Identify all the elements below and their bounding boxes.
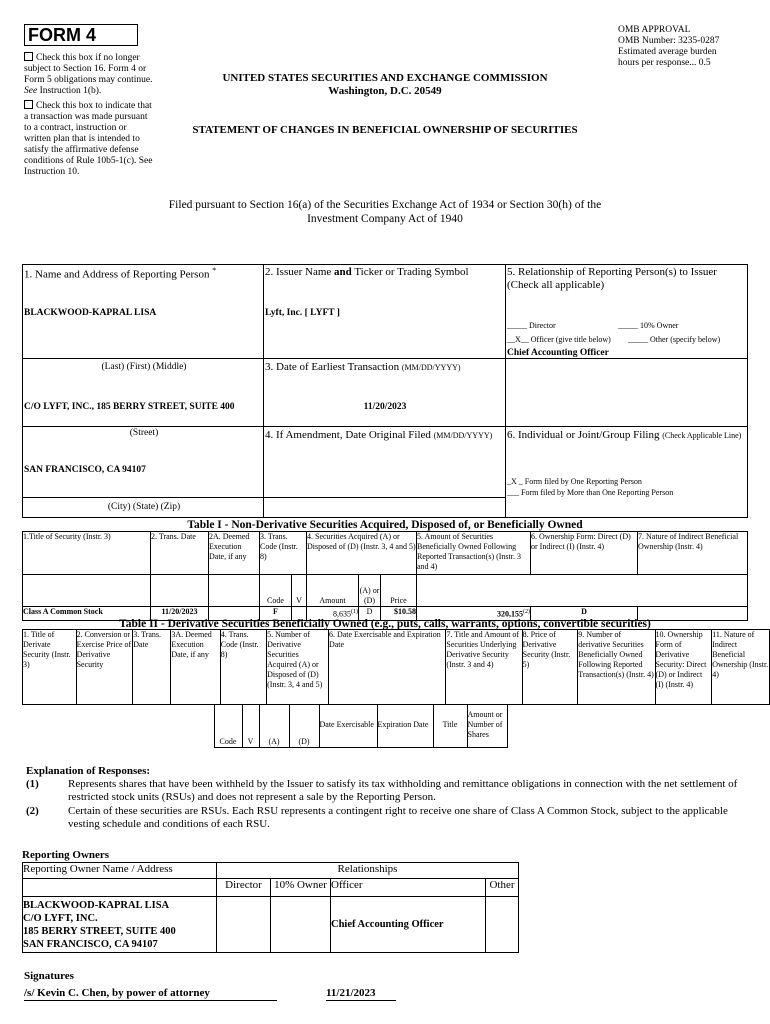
rel-officer[interactable]: __X__ Officer (give title below) xyxy=(507,335,611,344)
t1-sub-aord: (A) or (D) xyxy=(359,575,381,607)
box1-label xyxy=(24,266,216,282)
t2-sub-expiration: Expiration Date xyxy=(377,704,433,747)
statement-title: STATEMENT OF CHANGES IN BENEFICIAL OWNERSHIP OF SECURITIES xyxy=(192,124,578,136)
box3-label xyxy=(265,361,461,374)
t2-sub-title: Title xyxy=(433,704,467,747)
t2-sub-v: V xyxy=(242,704,259,747)
signature-name: /s/ Kevin C. Chen, by power of attorney xyxy=(24,987,277,1001)
box4-label-text: 4. If Amendment, Date Original Filed xyxy=(265,429,431,441)
rel-director[interactable]: _____ Director xyxy=(507,321,556,330)
table2 xyxy=(22,629,770,705)
grid-hline-f xyxy=(505,426,748,427)
table1-title: Table I - Non-Derivative Securities Acquired, Disposed of, or Beneficially Owned xyxy=(187,519,583,531)
t1-row-price: $10.58 xyxy=(381,607,417,621)
filing-more[interactable]: ___ Form filed by More than One Reporting Person xyxy=(507,488,674,497)
box2-label-a: 2. Issuer Name xyxy=(265,266,335,278)
table2-title: Table II - Derivative Securities Beneficially Owned (e.g., puts, calls, warrants, options, convertible securities) xyxy=(119,618,651,630)
table2-sub xyxy=(22,704,770,748)
grid-hline-a xyxy=(22,358,264,359)
earliest-date: 11/20/2023 xyxy=(363,402,407,412)
t2-sub-blank3 xyxy=(129,704,166,747)
t2-sub-blank5 xyxy=(507,704,770,747)
commission-name: UNITED STATES SECURITIES AND EXCHANGE COMMISSION xyxy=(222,72,548,84)
grid-divider-1 xyxy=(263,264,264,518)
omb-hours: hours per response... 0.5 xyxy=(618,58,711,68)
box4-label xyxy=(265,429,492,442)
box1-mark: * xyxy=(212,266,217,275)
owners-data-row xyxy=(23,897,519,953)
grid-hline-d xyxy=(263,358,505,359)
check-section16-block xyxy=(24,52,154,97)
t1-sub-blank3 xyxy=(209,575,260,607)
t1-h-date: 2. Trans. Date xyxy=(151,532,209,575)
filed-pursuant-line1: Filed pursuant to Section 16(a) of the Securities Exchange Act of 1934 or Section 30(h) of the xyxy=(168,199,602,211)
table1 xyxy=(22,531,748,575)
box2-label xyxy=(265,266,469,279)
t2-sub-amount: Amount or Number of Shares xyxy=(467,704,507,747)
t1-h-nature: 7. Nature of Indirect Beneficial Ownership (Instr. 4) xyxy=(638,532,748,575)
filed-pursuant-line2: Investment Company Act of 1940 xyxy=(307,213,463,225)
t2-h-form: 10. Ownership Form of Derivative Security: Direct (D) or Indirect (I) (Instr. 4) xyxy=(655,630,712,705)
t2-h-exercisable: 6. Date Exercisable and Expiration Date xyxy=(328,630,445,705)
owners-table xyxy=(22,862,519,953)
owners-header-row xyxy=(23,863,519,879)
t1-sub-blank1 xyxy=(23,575,151,607)
section16-see: See xyxy=(24,86,38,96)
t1-sub-blank2 xyxy=(151,575,209,607)
t2-sub-blank1 xyxy=(22,704,74,747)
t1-h-title: 1.Title of Security (Instr. 3) xyxy=(23,532,151,575)
commission-city: Washington, D.C. 20549 xyxy=(328,85,442,97)
t2-sub-code: Code xyxy=(214,704,242,747)
owners-col-other: Other xyxy=(486,879,519,897)
note-2-num: (2) xyxy=(26,805,39,817)
reporting-city: SAN FRANCISCO, CA 94107 xyxy=(24,465,146,475)
t1-sub-v: V xyxy=(292,575,307,607)
t1-h-form: 6. Ownership Form: Direct (D) or Indirect (I) (Instr. 4) xyxy=(531,532,638,575)
owner-addr1: C/O LYFT, INC. xyxy=(23,912,98,924)
grid-divider-2 xyxy=(505,264,506,518)
t1-row-aord: D xyxy=(359,607,381,621)
box1-label-text: 1. Name and Address of Reporting Person xyxy=(24,268,210,281)
owner-other xyxy=(486,897,519,953)
t2-sub-d: (D) xyxy=(289,704,319,747)
officer-title: Chief Accounting Officer xyxy=(507,348,609,358)
section16-text: Check this box if no longer subject to Section 16. Form 4 or Form 5 obligations may continue. xyxy=(24,53,153,85)
t1-h-acquired: 4. Securities Acquired (A) or Disposed of (D) (Instr. 3, 4 and 5) xyxy=(307,532,417,575)
omb-burden: Estimated average burden xyxy=(618,47,717,57)
t1-sub-blank5 xyxy=(531,575,638,607)
t1-row-amount-note: (1) xyxy=(351,609,358,615)
commission-heading xyxy=(170,72,600,98)
t2-h-code: 4. Trans. Code (Instr. 8) xyxy=(220,630,266,705)
omb-approval: OMB APPROVAL xyxy=(618,25,691,35)
t1-row-form: D xyxy=(531,607,638,621)
box3-label-text: 3. Date of Earliest Transaction xyxy=(265,361,400,373)
t2-sub-exercisable: Date Exercisable xyxy=(319,704,377,747)
t1-sub-blank6 xyxy=(638,575,748,607)
name-parts-label: (Last) (First) (Middle) xyxy=(101,362,187,372)
owner-addr2: 185 BERRY STREET, SUITE 400 xyxy=(23,925,176,937)
t2-h-title: 1. Title of Derivate Security (Instr. 3) xyxy=(23,630,77,705)
t2-h-underlying: 7. Title and Amount of Securities Underlying Derivative Security (Instr. 3 and 4) xyxy=(446,630,522,705)
explanation-heading: Explanation of Responses: xyxy=(26,765,151,777)
note-1 xyxy=(26,778,756,804)
note-1-num: (1) xyxy=(26,778,39,790)
box2-label-c: Ticker or Trading Symbol xyxy=(351,266,469,278)
rel-other[interactable]: _____ Other (specify below) xyxy=(628,335,721,344)
form-title: FORM 4 xyxy=(24,24,138,46)
city-label: (City) (State) (Zip) xyxy=(107,502,181,512)
filing-one[interactable]: _X _ Form filed by One Reporting Person xyxy=(507,477,642,486)
box5-label: 5. Relationship of Reporting Person(s) to Issuer (Check all applicable) xyxy=(507,266,717,291)
section16-checkbox[interactable] xyxy=(24,52,33,61)
t1-h-amount: 5. Amount of Securities Beneficially Owned Following Reported Transaction(s) (Instr. 3 and 4) xyxy=(417,532,531,575)
grid-hline-c xyxy=(22,497,506,498)
note-1-text: Represents shares that have been withheld by the Issuer to satisfy its tax withholding and remittance obligations in connection with the net settlement of restricted stock units (RSUs) and does not represent a sale by the Reporting Person. xyxy=(68,778,738,803)
owner-officer: Chief Accounting Officer xyxy=(331,897,486,953)
box6-label-text: 6. Individual or Joint/Group Filing xyxy=(507,429,660,441)
note-2-text: Certain of these securities are RSUs. Each RSU represents a contingent right to receive one share of Class A Common Stock, subject to the applicable vesting schedule and conditions of each RSU. xyxy=(68,805,728,830)
t1-h-deemed: 2A. Deemed Execution Date, if any xyxy=(209,532,260,575)
table1-header-row xyxy=(23,532,748,575)
t1-row-amount: 8,635 xyxy=(333,609,351,619)
t2-subheader-row xyxy=(22,704,770,747)
t1-sub-amount: Amount xyxy=(307,575,359,607)
owner-address-cell xyxy=(23,897,217,953)
t2-h-nature: 11. Nature of Indirect Beneficial Ownership (Instr. 4) xyxy=(712,630,770,705)
t2-h-number: 5. Number of Derivative Securities Acquired (A) or Disposed of (D) (Instr. 3, 4 and 5) xyxy=(267,630,329,705)
t1-row-code: F xyxy=(260,607,292,621)
owner-director xyxy=(217,897,271,953)
t1-sub-blank4 xyxy=(417,575,531,607)
box2-label-b: and xyxy=(334,266,352,278)
rel-10pct-owner[interactable]: _____ 10% Owner xyxy=(618,321,679,330)
check-10b5-block xyxy=(24,100,154,178)
reporting-name: BLACKWOOD-KAPRAL LISA xyxy=(24,308,157,318)
box3-format: (MM/DD/YYYY) xyxy=(401,363,461,372)
owners-sub-blank xyxy=(23,879,217,897)
t2-h-deemed: 3A. Deemed Execution Date, if any xyxy=(171,630,220,705)
omb-number: OMB Number: 3235-0287 xyxy=(618,36,720,46)
t2-sub-blank2 xyxy=(74,704,129,747)
issuer-name: Lyft, Inc. [ LYFT ] xyxy=(265,308,340,318)
box4-format: (MM/DD/YYYY) xyxy=(433,431,493,440)
rule-10b5-checkbox[interactable] xyxy=(24,100,33,109)
owners-col-director: Director xyxy=(217,879,271,897)
owner-addr3: SAN FRANCISCO, CA 94107 xyxy=(23,938,158,950)
owners-col-10pct: 10% Owner xyxy=(271,879,331,897)
filed-pursuant xyxy=(130,198,640,226)
t1-subheader-row xyxy=(23,575,748,607)
box6-label xyxy=(507,429,747,442)
t1-sub-code: Code xyxy=(260,575,292,607)
t2-h-date: 3. Trans. Date xyxy=(133,630,171,705)
t1-row-date: 11/20/2023 xyxy=(151,607,209,621)
section16-instr: Instruction 1(b). xyxy=(39,86,102,96)
table1-sub xyxy=(22,574,748,621)
owner-10pct xyxy=(271,897,331,953)
omb-box xyxy=(618,25,748,69)
rule-10b5-text: Check this box to indicate that a transaction was made pursuant to a contract, instruction or written plan that is intended to satisfy the affirmative defense conditions of Rule 10b5-1(c). See Instruction 10. xyxy=(24,101,153,177)
t2-sub-blank4 xyxy=(166,704,214,747)
signatures-heading: Signatures xyxy=(24,970,74,982)
reporting-street: C/O LYFT, INC., 185 BERRY STREET, SUITE 400 xyxy=(24,402,235,412)
box6-note: (Check Applicable Line) xyxy=(662,431,742,440)
owners-col-name: Reporting Owner Name / Address xyxy=(23,863,217,879)
t2-h-conversion: 2. Conversion or Exercise Price of Derivative Security xyxy=(76,630,133,705)
owner-name: BLACKWOOD-KAPRAL LISA xyxy=(23,899,170,911)
t1-row-title: Class A Common Stock xyxy=(23,607,151,621)
t2-sub-a: (A) xyxy=(259,704,289,747)
t1-row-owned: 320,155 xyxy=(497,609,523,619)
explanation-notes xyxy=(26,778,756,831)
owners-col-officer: Officer xyxy=(331,879,486,897)
owners-subheader-row xyxy=(23,879,519,897)
t2-h-price: 8. Price of Derivative Security (Instr. 5) xyxy=(522,630,578,705)
t1-h-code: 3. Trans. Code (Instr. 8) xyxy=(260,532,307,575)
owners-col-relationships: Relationships xyxy=(217,863,519,879)
street-label: (Street) xyxy=(129,428,159,438)
t2-h-owned: 9. Number of derivative Securities Beneficially Owned Following Reported Transaction(s) (Instr. 4) xyxy=(578,630,655,705)
note-2 xyxy=(26,805,756,831)
owners-heading: Reporting Owners xyxy=(22,849,110,861)
signature-date: 11/21/2023 xyxy=(326,987,396,1001)
t1-row-owned-note: (2) xyxy=(523,609,530,615)
t1-sub-price: Price xyxy=(381,575,417,607)
grid-hline-b xyxy=(22,426,506,427)
table2-header-row xyxy=(23,630,770,705)
